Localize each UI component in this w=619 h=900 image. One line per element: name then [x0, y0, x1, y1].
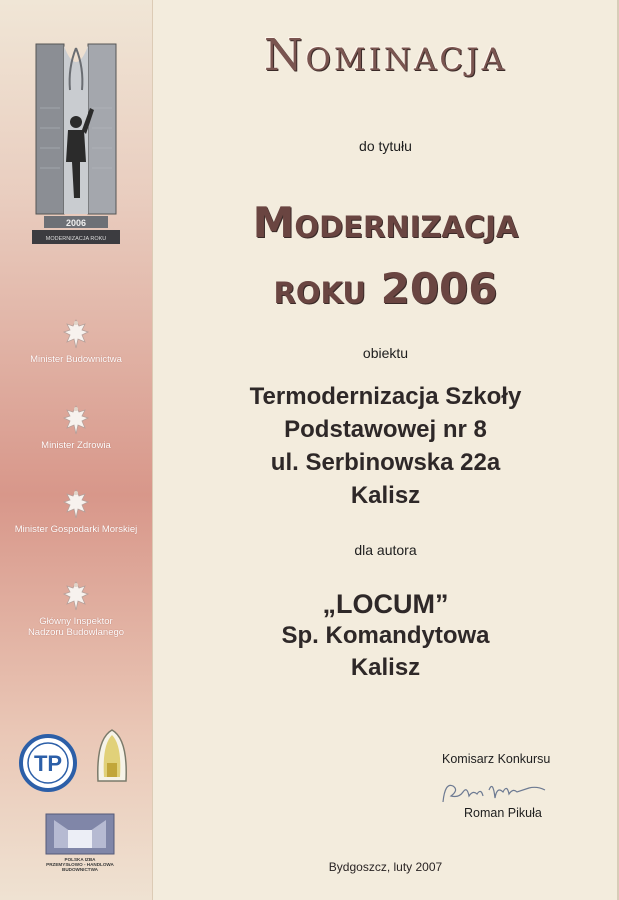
award-line-2: roku 2006 [273, 264, 498, 313]
eagle-emblem-icon [63, 318, 89, 350]
object-line-4: Kalisz [350, 482, 421, 509]
tp-logo-icon [18, 733, 78, 793]
to-title-text: do tytułu [359, 138, 412, 154]
object-line-2: Podstawowej nr 8 [284, 416, 487, 443]
minister-label: Minister Zdrowia [41, 440, 111, 451]
eagle-emblem-icon [63, 580, 89, 612]
trophy-year: 2006 [65, 218, 87, 228]
minister-zdrowia [0, 404, 152, 451]
place-and-date: Bydgoszcz, luty 2007 [328, 860, 443, 874]
object-description [152, 380, 619, 512]
shell-building-logo-icon [92, 727, 132, 785]
minister-label: Minister Gospodarki Morskiej [14, 524, 138, 535]
chamber-logo-text [40, 857, 120, 872]
heading-nominacja: Nominacja [264, 30, 507, 81]
glowny-inspektor [0, 580, 152, 638]
author-line-3: Kalisz [350, 654, 421, 681]
commissioner-title: Komisarz Konkursu [442, 752, 551, 766]
izba-line-3: BUDOWNICTWA [62, 867, 98, 872]
trophy-caption: MODERNIZACJA ROKU [45, 236, 107, 242]
tp-logo-text: TP [33, 751, 63, 776]
author-name: „LOCUM” [322, 589, 449, 619]
author-label: dla autora [354, 542, 417, 558]
object-line-1: Termodernizacja Szkoły [249, 383, 522, 410]
eagle-emblem-icon [63, 404, 89, 436]
award-line-1: Modernizacja [252, 198, 519, 247]
izba-line-2: PRZEMYSŁOWO - HANDLOWA [46, 862, 114, 867]
commissioner-name: Roman Pikuła [464, 806, 542, 820]
izba-line-1: POLSKA IZBA [64, 857, 96, 862]
certificate-body [152, 0, 619, 900]
eagle-emblem-icon [63, 488, 89, 520]
sidebar [0, 0, 153, 900]
inspector-label-line-2: Nadzoru Budowlanego [27, 627, 125, 638]
inspector-label-line-1: Główny Inspektor [39, 616, 113, 627]
minister-label: Minister Budownictwa [30, 354, 122, 365]
author-block [152, 588, 619, 684]
object-line-3: ul. Serbinowska 22a [270, 449, 501, 476]
minister-gospodarki-morskiej [0, 488, 152, 535]
award-title [152, 190, 619, 322]
author-line-2: Sp. Komandytowa [281, 622, 490, 649]
trophy-statue-logo [30, 38, 122, 248]
minister-budownictwa [0, 318, 152, 365]
object-label: obiektu [362, 345, 409, 361]
